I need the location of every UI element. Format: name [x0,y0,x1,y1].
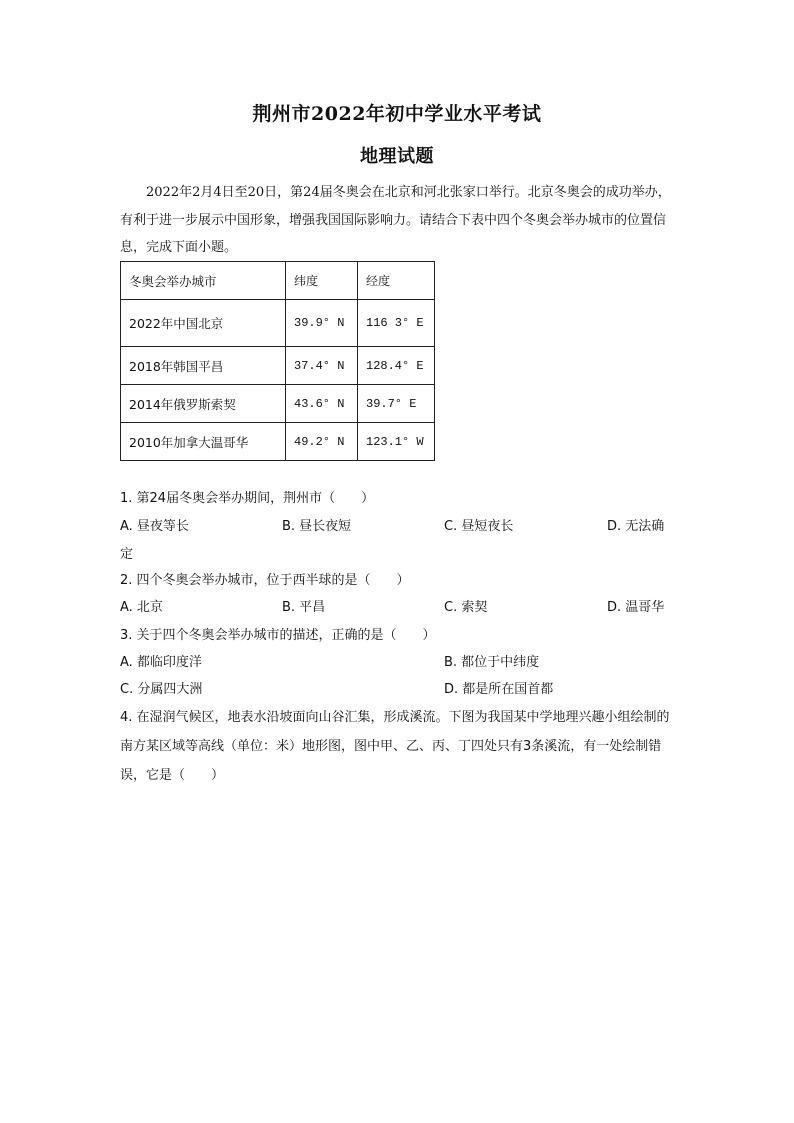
cell-longitude: 128.4° E [358,347,435,385]
table-row [121,347,435,385]
question-1-option-d: D. 无法确 [607,519,665,534]
question-3-option-c: C. 分属四大洲 [120,682,203,697]
cell-longitude: 116 3° E [358,300,435,347]
question-3-option-d: D. 都是所在国首都 [444,682,554,697]
cell-city: 2022年中国北京 [121,300,286,347]
table-row [121,385,435,423]
question-2-stem: 2. 四个冬奥会举办城市，位于西半球的是（ ） [120,573,410,588]
exam-subtitle: 地理试题 [360,146,434,167]
header-latitude: 纬度 [286,262,358,300]
cell-latitude: 37.4° N [286,347,358,385]
cell-city: 2010年加拿大温哥华 [121,423,286,461]
olympic-cities-table [120,261,435,461]
question-3-option-b: B. 都位于中纬度 [444,655,540,670]
cell-city: 2014年俄罗斯索契 [121,385,286,423]
question-1-option-c: C. 昼短夜长 [444,519,514,534]
question-1-option-d-wrap: 定 [120,547,134,562]
cell-city: 2018年韩国平昌 [121,347,286,385]
table-row [121,423,435,461]
question-2-option-a: A. 北京 [120,600,163,615]
intro-paragraph: 2022年2月4日至20日，第24届冬奥会在北京和河北张家口举行。北京冬奥会的成功举办，有利于进一步展示中国形象，增强我国国际影响力。请结合下表中四个冬奥会举办城市的位置信息，完成下面小题。 [120,185,671,255]
question-2-option-b: B. 平昌 [282,600,326,615]
question-3-option-a: A. 都临印度洋 [120,655,202,670]
cell-longitude: 123.1° W [358,423,435,461]
question-4-stem: 4. 在湿润气候区，地表水沿坡面向山谷汇集，形成溪流。下图为我国某中学地理兴趣小组绘制的南方某区域等高线（单位：米）地形图，图中甲、乙、丙、丁四处只有3条溪流，有一处绘制错误，它是（ ） [120,710,670,783]
header-city: 冬奥会举办城市 [121,262,286,300]
question-3-stem: 3. 关于四个冬奥会举办城市的描述，正确的是（ ） [120,628,436,643]
question-2-option-c: C. 索契 [444,600,488,615]
question-1-option-a: A. 昼夜等长 [120,519,189,534]
question-2-option-d: D. 温哥华 [607,600,665,615]
cell-latitude: 43.6° N [286,385,358,423]
header-longitude: 经度 [358,262,435,300]
cell-latitude: 49.2° N [286,423,358,461]
question-1-stem: 1. 第24届冬奥会举办期间，荆州市（ ） [120,491,375,506]
cell-longitude: 39.7° E [358,385,435,423]
question-1-option-b: B. 昼长夜短 [282,519,352,534]
cell-latitude: 39.9° N [286,300,358,347]
table-row [121,300,435,347]
exam-title: 荆州市2022年初中学业水平考试 [252,103,542,125]
table-header-row [121,262,435,300]
